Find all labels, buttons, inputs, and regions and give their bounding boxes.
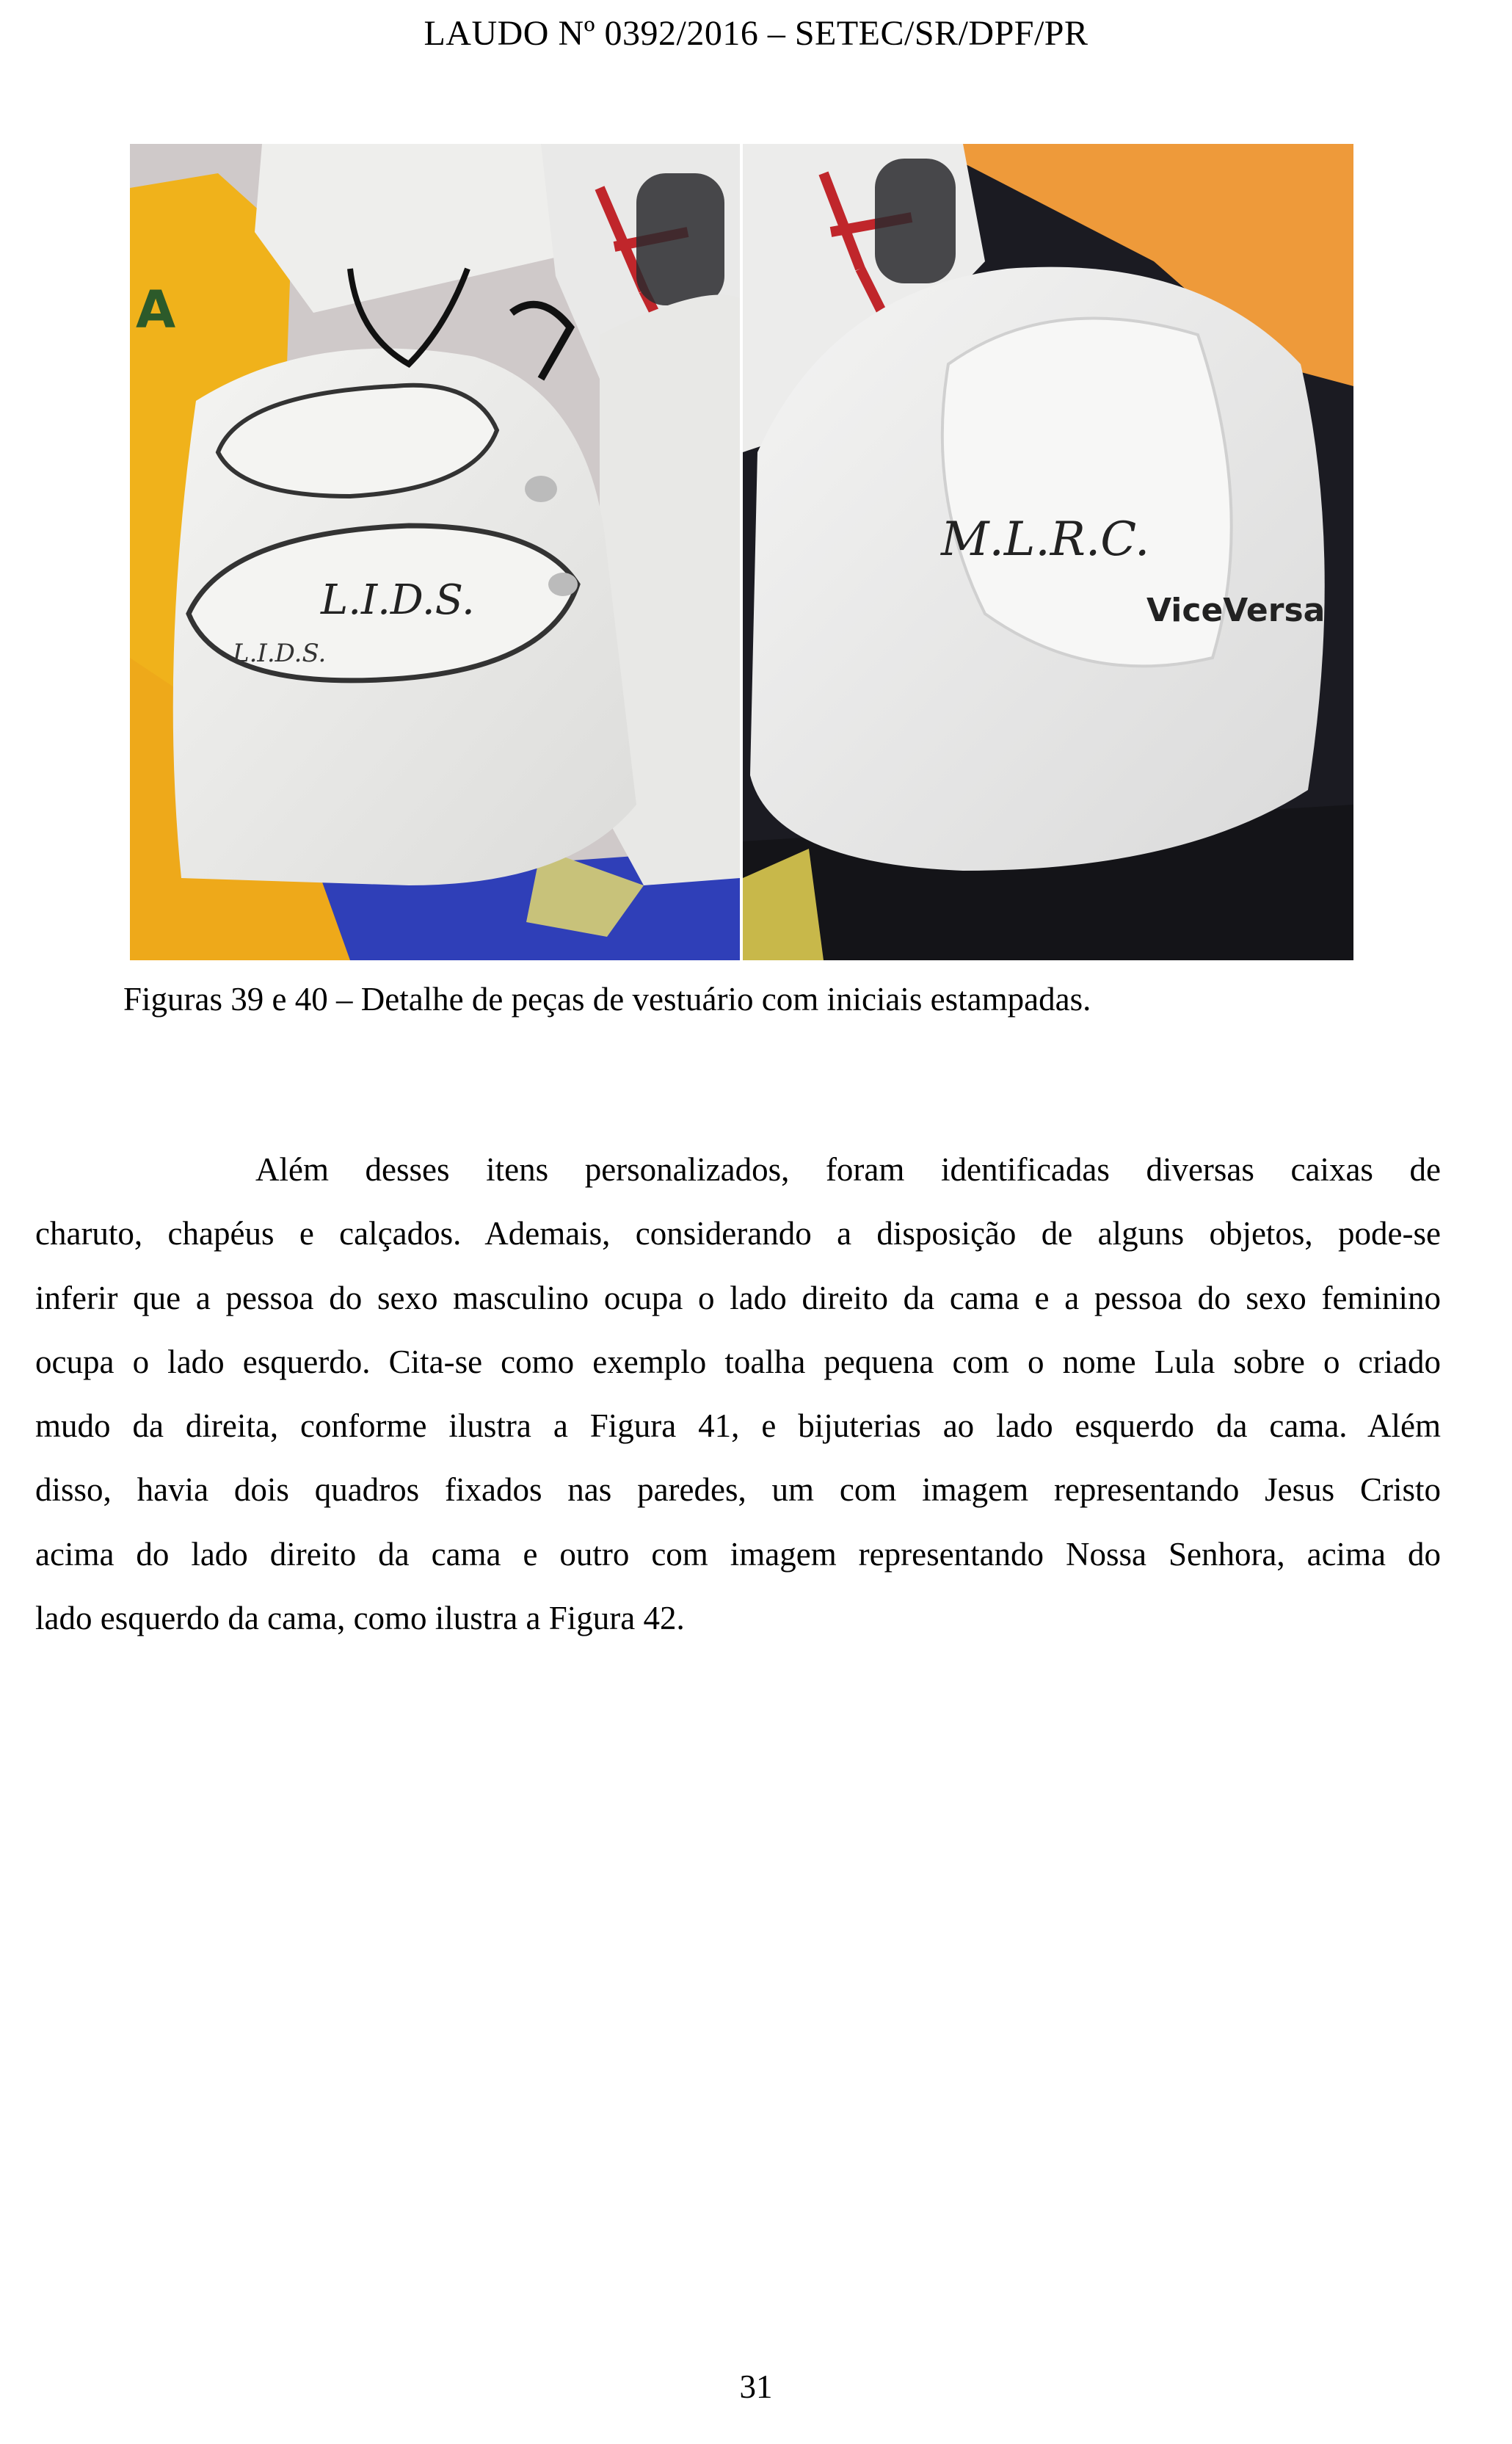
embroidery-mlrc: M.L.R.C. xyxy=(941,512,1150,567)
body-paragraph xyxy=(35,1138,1441,1650)
body-line-7: acima do lado direito da cama e outro com imagem representando Nossa Senhora, acima do xyxy=(35,1535,1441,1573)
page-number: 31 xyxy=(739,2368,773,2405)
body-line-5: mudo da direita, conforme ilustra a Figura 41, e bijuterias ao lado esquerdo da cama. Além xyxy=(35,1407,1441,1445)
body-line-4: ocupa o lado esquerdo. Cita-se como exemplo toalha pequena com o nome Lula sobre o criado xyxy=(35,1343,1441,1380)
embroidery-viceversa: ViceVersa xyxy=(1146,592,1326,629)
body-line-2: charuto, chapéus e calçados. Ademais, considerando a disposição de alguns objetos, pode-se xyxy=(35,1215,1441,1252)
figure-caption: Figuras 39 e 40 – Detalhe de peças de vestuário com iniciais estampadas. xyxy=(123,981,1091,1018)
body-line-6: disso, havia dois quadros fixados nas paredes, um com imagem representando Jesus Cristo xyxy=(35,1471,1441,1509)
body-line-8: lado esquerdo da cama, como ilustra a Figura 42. xyxy=(35,1600,685,1637)
body-line-3: inferir que a pessoa do sexo masculino ocupa o lado direito da cama e a pessoa do sexo feminino xyxy=(35,1279,1441,1316)
figure-39-image xyxy=(130,144,740,960)
body-line-1: Além desses itens personalizados, foram identificadas diversas caixas de xyxy=(255,1151,1441,1188)
figure-40-photo xyxy=(743,144,1353,960)
figure-39-photo xyxy=(130,144,740,960)
embroidery-lids-small: L.I.D.S. xyxy=(233,639,327,668)
figure-40-image xyxy=(743,144,1353,960)
document-header: LAUDO Nº 0392/2016 – SETEC/SR/DPF/PR xyxy=(424,14,1088,53)
embroidery-lids-large: L.I.D.S. xyxy=(321,576,475,624)
svg-text:A: A xyxy=(136,280,176,340)
